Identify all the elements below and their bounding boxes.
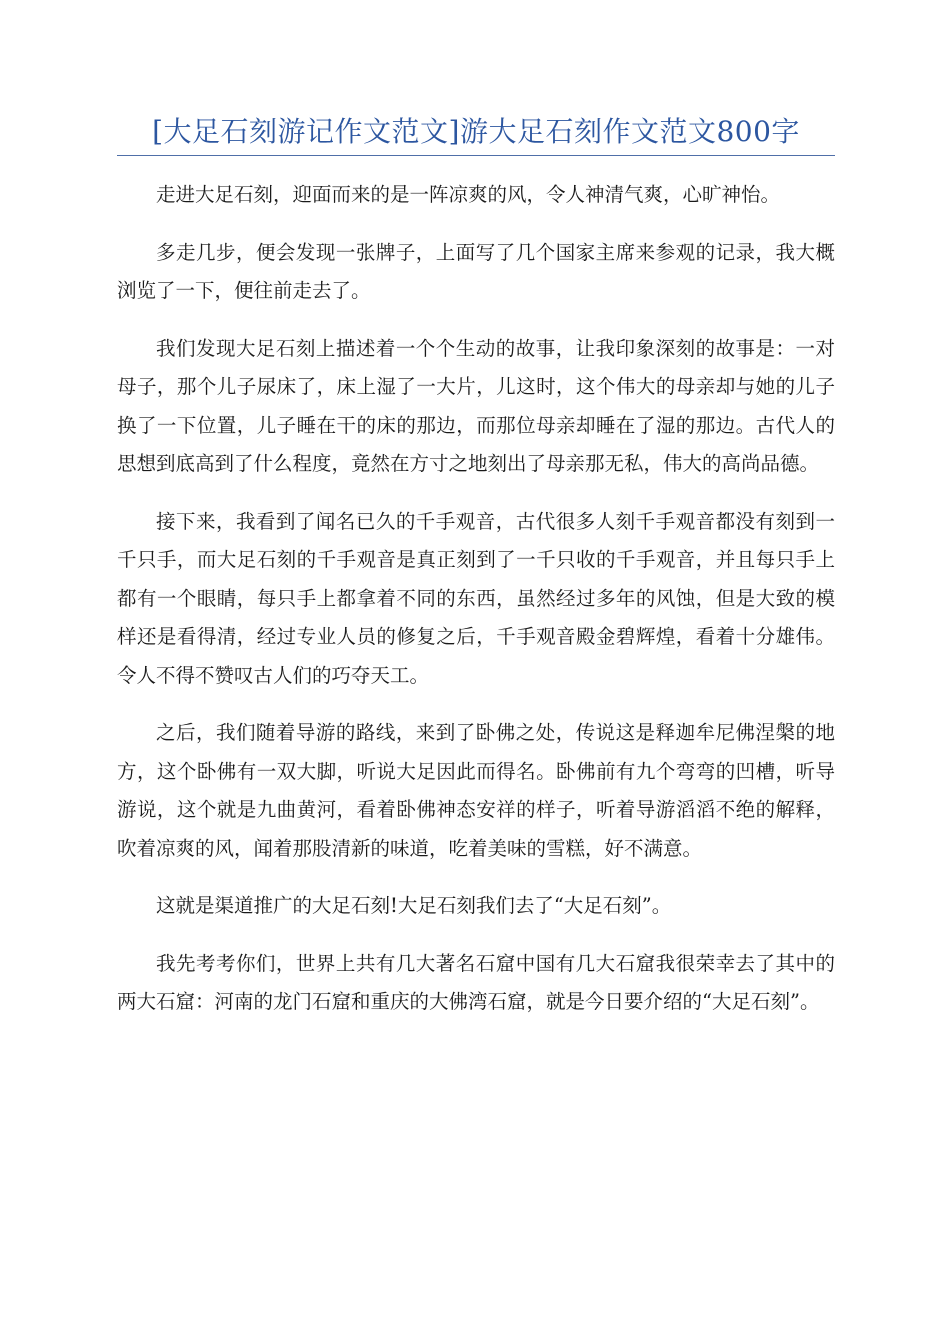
paragraph-4: 接下来，我看到了闻名已久的千手观音，古代很多人刻千手观音都没有刻到一千只手，而大足石刻的千手观音是真正刻到了一千只收的千手观音，并且每只手上都有一个眼睛，每只手上都拿着不同的东西，虽然经过多年的风蚀，但是大致的模样还是看得清，经过专业人员的修复之后，千手观音殿金碧辉煌，看着十分雄伟。令人不得不赞叹古人们的巧夺天工。 — [117, 509, 835, 687]
document-body — [117, 176, 835, 1041]
paragraph-7: 我先考考你们，世界上共有几大著名石窟中国有几大石窟我很荣幸去了其中的两大石窟：河南的龙门石窟和重庆的大佛湾石窟，就是今日要介绍的“大足石刻”。 — [117, 951, 835, 1013]
paragraph-5: 之后，我们随着导游的路线，来到了卧佛之处，传说这是释迦牟尼佛涅槃的地方，这个卧佛有一双大脚，听说大足因此而得名。卧佛前有九个弯弯的凹槽，听导游说，这个就是九曲黄河，看着卧佛神态安祥的样子，听着导游滔滔不绝的解释，吹着凉爽的风，闻着那股清新的味道，吃着美味的雪糕，好不满意。 — [117, 721, 835, 860]
paragraph-6: 这就是渠道推广的大足石刻!大足石刻我们去了“大足石刻”。 — [156, 894, 672, 917]
paragraph-1: 走进大足石刻，迎面而来的是一阵凉爽的风，令人神清气爽，心旷神怡。 — [156, 183, 781, 206]
document-title: [大足石刻游记作文范文]游大足石刻作文范文800字 — [152, 115, 800, 148]
paragraph-3: 我们发现大足石刻上描述着一个个生动的故事，让我印象深刻的故事是：一对母子，那个儿子尿床了，床上湿了一大片，儿这时，这个伟大的母亲却与她的儿子换了一下位置，儿子睡在干的床的那边，而那位母亲却睡在了湿的那边。古代人的思想到底高到了什么程度，竟然在方寸之地刻出了母亲那无私，伟大的高尚品德。 — [117, 336, 835, 475]
title-block — [117, 112, 835, 156]
paragraph-2: 多走几步，便会发现一张牌子，上面写了几个国家主席来参观的记录，我大概浏览了一下，便往前走去了。 — [117, 240, 835, 302]
